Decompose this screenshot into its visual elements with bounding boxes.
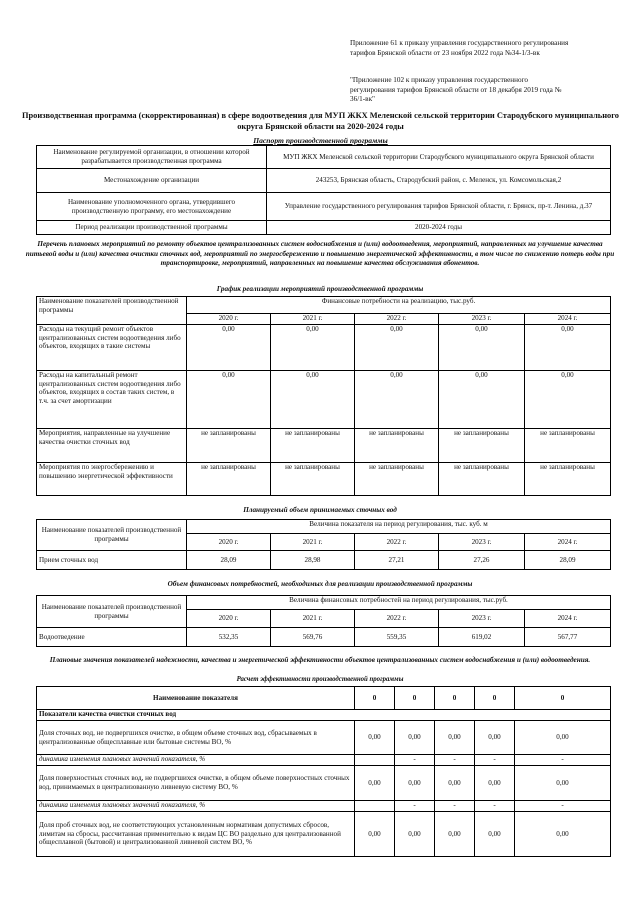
group-header: Величина финансовых потребностей на период регулирования, тыс.руб. [187,596,611,610]
cell-value: не запланированы [271,463,355,496]
cell-value: не запланированы [439,429,525,463]
cell-value: - [475,755,515,766]
document-title: Производственная программа (скорректированная) в сфере водоотведения для МУП ЖКХ Меленской сельской территории Стародубского муниципального округа Брянской области на 2020-2024 годы [22,111,619,131]
year-header: 2022 г. [355,610,439,628]
year-header: 2024 г. [525,314,611,325]
cell-value: - [515,801,611,812]
year-header: 2022 г. [355,534,439,551]
cell-value: 0,00 [475,812,515,857]
row-label: Прием сточных вод [37,551,187,570]
cell-value: 0,00 [515,766,611,801]
cell-value: 0,00 [435,721,475,755]
cell-value: - [395,801,435,812]
table-row [37,551,611,570]
year-mark: 0 [395,687,435,710]
passport-value: 2020-2024 годы [267,221,611,235]
passport-value: 243253, Брянская область, Стародубский район, с. Меленск, ул. Комсомольская,2 [267,169,611,193]
cell-value: - [435,801,475,812]
cell-value: 0,00 [355,721,395,755]
row-label: Доля проб сточных вод, не соответствующих установленным нормативам допустимых сбросов, лимитам на сбросы, рассчитанная применительно к видам ЦС ВО раздельно для централизованной общесплавной (бытовой) и централизованной ливневой систем ВО, % [37,812,355,857]
annex-102-line: "Приложение 102 к приказу управления государственного [350,76,528,84]
passport-label: Период реализации производственной программы [37,221,267,235]
cell-value: 0,00 [439,371,525,429]
year-header: 2024 г. [525,534,611,551]
row-label: динамика изменения плановых значений показателя, % [37,755,355,766]
cell-value: 28,98 [271,551,355,570]
cell-value: 0,00 [475,766,515,801]
efficiency-subheading: Расчет эффективности производственной программы [236,676,404,683]
schedule-table [36,296,611,496]
passport-value: Управление государственного регулирования тарифов Брянской области, г. Брянск, пр-т. Ленина, д.37 [267,193,611,221]
year-mark: 0 [515,687,611,710]
year-mark: 0 [435,687,475,710]
year-mark: 0 [475,687,515,710]
cell-value: 0,00 [187,325,271,371]
cell-value: не запланированы [187,429,271,463]
table-row [37,193,611,221]
cell-value: 0,00 [395,721,435,755]
year-header: 2021 г. [271,534,355,551]
table-row [37,755,611,766]
year-header: 2023 г. [439,314,525,325]
cell-value: не запланированы [439,463,525,496]
cell-value: 559,35 [355,628,439,647]
cell-value: 567,77 [525,628,611,647]
cell-value: 0,00 [395,812,435,857]
row-label: Мероприятия по энергосбережению и повышению энергетической эффективности [37,463,187,496]
table-row [37,801,611,812]
table-row [37,221,611,235]
annex-102-note [350,76,620,105]
table-row [37,766,611,801]
table-row [37,297,611,314]
passport-table [36,145,611,235]
finance-table [36,595,611,647]
table-row [37,429,611,463]
cell-value: 532,35 [187,628,271,647]
cell-value: 0,00 [271,371,355,429]
row-label: Доля сточных вод, не подвергшихся очистке, в общем объеме сточных вод, сбрасываемых в централизованные общесплавные или бытовые системы ВО, % [37,721,355,755]
section-label: Показатели качества очистки сточных вод [37,710,611,721]
annex-61-note [350,39,620,58]
cell-value: 0,00 [355,371,439,429]
passport-label: Наименование регулируемой организации, в отношении которой разрабатывается производственная программа [37,146,267,169]
cell-value: - [435,755,475,766]
finance-heading: Объем финансовых потребностей, необходимых для реализации производственной программы [167,580,473,588]
cell-value: - [475,801,515,812]
cell-value: 0,00 [525,325,611,371]
year-header: 2020 г. [187,534,271,551]
year-header: 2022 г. [355,314,439,325]
cell-value: не запланированы [187,463,271,496]
volume-table [36,519,611,570]
cell-value: 27,26 [439,551,525,570]
table-row [37,596,611,610]
year-mark: 0 [355,687,395,710]
table-row [37,687,611,710]
row-label: Доля поверхностных сточных вод, не подвергшихся очистке, в общем объеме поверхностных сточных вод, принимаемых в централизованную ливневую систему ВО, % [37,766,355,801]
table-row [37,628,611,647]
cell-value: 28,09 [525,551,611,570]
column-header: Наименование показателей производственной программы [37,520,187,551]
year-header: 2023 г. [439,610,525,628]
cell-value: 28,09 [187,551,271,570]
table-row [37,325,611,371]
cell-value: 0,00 [435,766,475,801]
column-header: Наименование показателя [37,687,355,710]
cell-value: 619,02 [439,628,525,647]
cell-value: 0,00 [271,325,355,371]
annex-61-line: Приложение 61 к приказу управления государственного регулирования [350,39,569,47]
column-header: Наименование показателей производственной программы [37,596,187,628]
cell-value [355,755,395,766]
cell-value: 0,00 [515,721,611,755]
cell-value: не запланированы [355,463,439,496]
year-header: 2024 г. [525,610,611,628]
cell-value: - [395,755,435,766]
group-header: Величина показателя на период регулирования, тыс. куб. м [187,520,611,534]
year-header: 2021 г. [271,314,355,325]
cell-value: не запланированы [271,429,355,463]
annex-102-line: регулирования тарифов Брянской области от 18 декабря 2019 года № [350,85,562,94]
cell-value [355,801,395,812]
table-row [37,812,611,857]
row-label: динамика изменения плановых значений показателя, % [37,801,355,812]
cell-value: 0,00 [435,812,475,857]
year-header: 2020 г. [187,314,271,325]
year-header: 2023 г. [439,534,525,551]
column-header: Наименование показателей производственной программы [37,297,187,325]
passport-label: Наименование уполномоченного органа, утвердившего производственную программу, его местонахождение [37,193,267,221]
table-row [37,371,611,429]
cell-value: 0,00 [395,766,435,801]
volume-heading: Планируемый объем принимаемых сточных вод [243,506,397,514]
passport-heading: Паспорт производственной программы [253,136,388,145]
group-header: Финансовые потребности на реализацию, тыс.руб. [187,297,611,314]
table-row [37,520,611,534]
cell-value: 0,00 [515,812,611,857]
table-row [37,146,611,169]
table-row [37,721,611,755]
table-row [37,463,611,496]
cell-value: 0,00 [187,371,271,429]
row-label: Мероприятия, направленные на улучшение качества очистки сточных вод [37,429,187,463]
annex-61-line: тарифов Брянской области от 23 ноября 2022 года №34-1/3-вк [350,48,540,57]
efficiency-heading: Плановые значения показателей надежности, качества и энергетической эффективности объектов централизованных систем водоснабжения и (или) водоотведения. [49,656,591,664]
cell-value: 0,00 [475,721,515,755]
row-label: Расходы на капитальный ремонт централизованных систем водоотведения либо объектов, входящих в состав таких систем, в т.ч. за счет амортизации [37,371,187,429]
table-row [37,710,611,721]
cell-value: 0,00 [439,325,525,371]
cell-value: 569,76 [271,628,355,647]
cell-value: не запланированы [525,463,611,496]
schedule-heading: График реализации мероприятий производственной программы [216,285,424,293]
measures-heading: Перечень плановых мероприятий по ремонту объектов централизованных систем водоснабжения и (или) водоотведения, мероприятий, направленных на улучшение качества питьевой воды и (или) качества очистки сточных вод, мероприятий по энергосбережению и повышению энергетической эффективности, в том числе по снижению потерь воды при транспортировке, мероприятий, направленных на повышение качества обслуживания абонентов. [25,240,615,268]
cell-value: 0,00 [355,812,395,857]
cell-value: - [515,755,611,766]
passport-label: Местонахождение организации [37,169,267,193]
row-label: Водоотведение [37,628,187,647]
row-label: Расходы на текущий ремонт объектов централизованных систем водоотведения либо объектов, входящих в такие системы [37,325,187,371]
cell-value: 0,00 [355,325,439,371]
table-row [37,169,611,193]
cell-value: 27,21 [355,551,439,570]
cell-value: не запланированы [525,429,611,463]
efficiency-table [36,686,611,857]
year-header: 2021 г. [271,610,355,628]
cell-value: не запланированы [355,429,439,463]
passport-value: МУП ЖКХ Меленской сельской территории Стародубского муниципального округа Брянской области [267,146,611,169]
cell-value: 0,00 [525,371,611,429]
year-header: 2020 г. [187,610,271,628]
cell-value: 0,00 [355,766,395,801]
annex-102-line: 36/1-вк" [350,95,375,103]
